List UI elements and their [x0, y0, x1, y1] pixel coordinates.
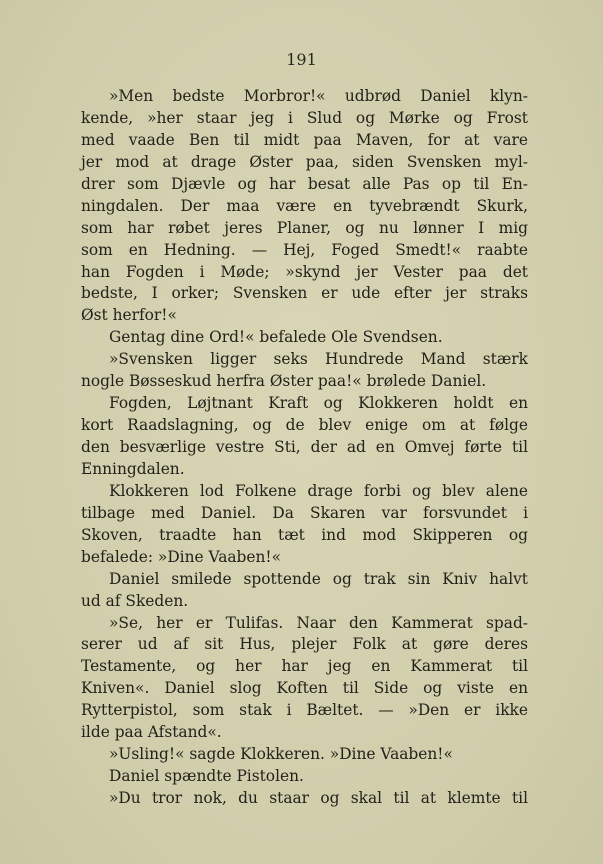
- text-line: drer som Djævle og har besat alle Pas op til En-: [81, 174, 528, 193]
- text-line: »Du tror nok, du staar og skal til at klemte til: [109, 789, 528, 807]
- text-line: Klokkeren lod Folkene drage forbi og blev alene: [109, 481, 528, 500]
- text-line: kort Raadslagning, og de blev enige om at følge: [81, 416, 528, 435]
- text-line: Testamente, og her har jeg en Kammerat til: [81, 657, 528, 676]
- text-line: Daniel spændte Pistolen.: [109, 767, 304, 786]
- text-line: ilde paa Afstand«.: [81, 723, 222, 742]
- text-line: Skoven, traadte han tæt ind mod Skipperen og: [81, 525, 528, 544]
- text-line: Fogden, Løjtnant Kraft og Klokkeren holdt en: [109, 394, 528, 413]
- body-text: [81, 86, 528, 810]
- text-line: tilbage med Daniel. Da Skaren var forsvundet i: [81, 503, 528, 522]
- text-line: Enningdalen.: [81, 459, 185, 478]
- text-line: som en Hedning. — Hej, Foged Smedt!« raabte: [81, 240, 528, 259]
- text-line: befalede: »Dine Vaaben!«: [81, 547, 282, 566]
- text-line: serer ud af sit Hus, plejer Folk at gøre deres: [81, 635, 528, 654]
- text-line: Kniven«. Daniel slog Koften til Side og viste en: [81, 679, 528, 698]
- text-line: kende, »her staar jeg i Slud og Mørke og Frost: [81, 108, 528, 127]
- text-line: han Fogden i Møde; »skynd jer Vester paa det: [81, 262, 528, 281]
- text-line: bedste, I orker; Svensken er ude efter jer straks: [81, 284, 528, 303]
- text-line: som har røbet jeres Planer, og nu lønner I mig: [81, 218, 528, 237]
- text-line: »Men bedste Morbror!« udbrød Daniel klyn-: [109, 87, 528, 105]
- text-line: jer mod at drage Øster paa, siden Svensken myl-: [81, 152, 528, 171]
- text-line: Rytterpistol, som stak i Bæltet. — »Den er ikke: [81, 701, 528, 720]
- text-line: Øst herfor!«: [81, 306, 177, 325]
- text-line: ningdalen. Der maa være en tyvebrændt Skurk,: [81, 196, 528, 215]
- text-line: med vaade Ben til midt paa Maven, for at vare: [81, 130, 528, 149]
- text-line: nogle Bøsseskud herfra Øster paa!« brølede Daniel.: [81, 372, 487, 391]
- text-line: den besværlige vestre Sti, der ad en Omvej førte til: [81, 438, 528, 456]
- text-line: »Svensken ligger seks Hundrede Mand stærk: [109, 350, 528, 369]
- page-number: 191: [286, 50, 317, 69]
- text-line: ud af Skeden.: [81, 591, 189, 610]
- text-line: Gentag dine Ord!« befalede Ole Svendsen.: [109, 328, 443, 347]
- text-line: Daniel smilede spottende og trak sin Kniv halvt: [109, 569, 528, 588]
- text-line: »Se, her er Tulifas. Naar den Kammerat spad-: [109, 613, 528, 632]
- text-line: »Usling!« sagde Klokkeren. »Dine Vaaben!«: [109, 745, 453, 764]
